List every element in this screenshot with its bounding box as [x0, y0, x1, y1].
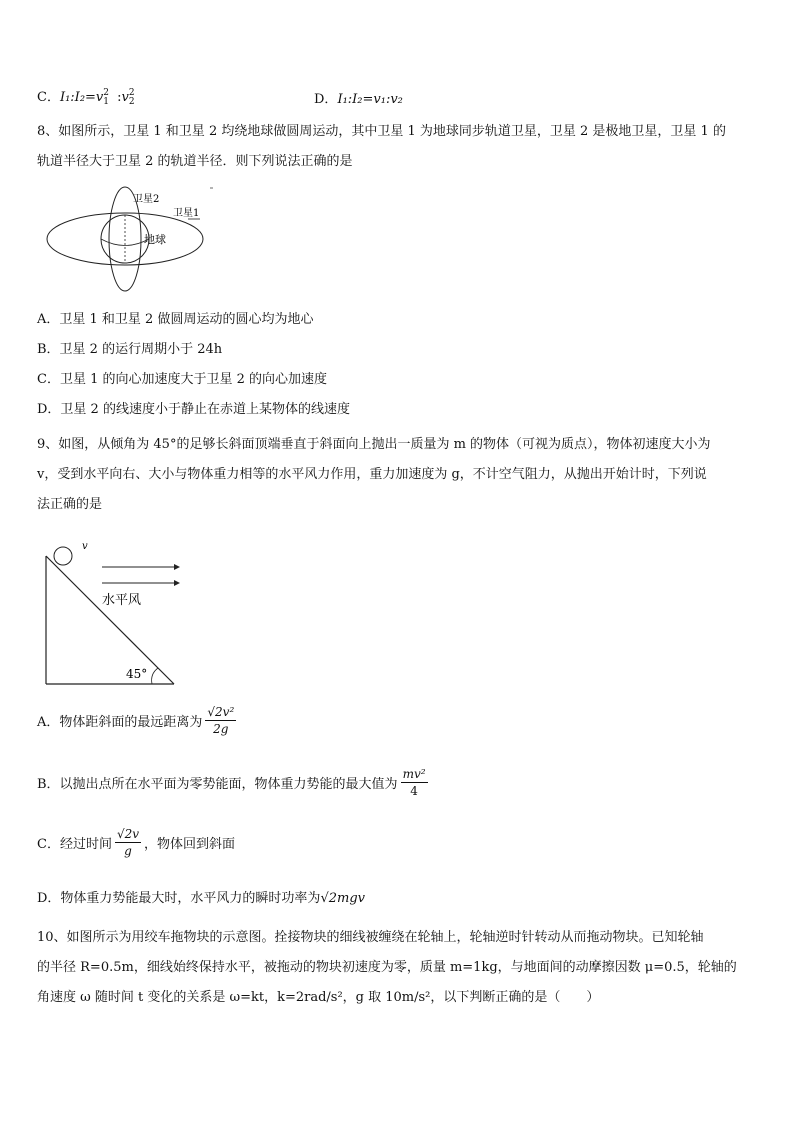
q9-option-d-text: D．物体重力势能最大时，水平风力的瞬时功率为 — [37, 891, 321, 906]
q7-option-c — [37, 86, 135, 107]
q9-option-c-numerator: √2v — [116, 827, 140, 841]
q9-stem-line-2: v，受到水平向右、大小与物体重力相等的水平风力作用，重力加速度为 g，不计空气阻力，从抛出开始计时，下列说 — [37, 467, 707, 482]
earth-label: 地球 — [144, 233, 166, 246]
velocity-label: v — [82, 541, 88, 552]
q8-option-b: B．卫星 2 的运行周期小于 24h — [37, 342, 223, 357]
q7-option-c-colon: : — [117, 90, 122, 105]
q9-option-d — [37, 887, 365, 906]
q9-option-a-denominator: 2g — [213, 722, 229, 736]
q9-option-a-text: A．物体距斜面的最远距离为 — [37, 715, 203, 730]
q8-option-c: C．卫星 1 的向心加速度大于卫星 2 的向心加速度 — [37, 372, 328, 387]
q7-option-c-v1-sub: 1 — [103, 96, 110, 107]
q9-stem-line-1: 9、如图，从倾角为 45°的足够长斜面顶端垂直于斜面向上抛出一质量为 m 的物体（可视为质点），物体初速度大小为 — [37, 437, 711, 452]
q9-option-b-numerator: mv² — [402, 767, 426, 781]
q9-option-b — [37, 766, 431, 799]
q9-incline-figure — [40, 536, 185, 691]
angle-arc — [152, 668, 158, 684]
q9-option-b-denominator: 4 — [410, 784, 418, 798]
projectile-ball — [54, 547, 72, 565]
q7-option-c-lhs: I₁:I₂= — [59, 90, 96, 105]
q8-option-a: A．卫星 1 和卫星 2 做圆周运动的圆心均为地心 — [37, 312, 314, 327]
q8-options — [37, 305, 759, 425]
q9-stem — [37, 430, 759, 520]
q10-stem-line-3: 角速度 ω 随时间 t 变化的关系是 ω=kt，k=2rad/s²，g 取 10m/s²，以下判断正确的是（ ） — [37, 990, 600, 1005]
q9-option-b-text: B．以抛出点所在水平面为零势能面，物体重力势能的最大值为 — [37, 777, 398, 792]
q7-option-d-label: D． — [314, 92, 338, 107]
satellite-1-label: 卫星1 — [173, 208, 200, 219]
q9-option-c-denominator: g — [124, 844, 132, 858]
q7-option-c-v1: v — [95, 90, 104, 105]
q8-stem-line-2: 轨道半径大于卫星 2 的轨道半径．则下列说法正确的是 — [37, 154, 353, 169]
incline-slope — [46, 556, 174, 684]
q9-option-a — [37, 704, 239, 737]
q10-stem-line-1: 10、如图所示为用绞车拖物块的示意图。拴接物块的细线被缠绕在轮轴上，轮轴逆时针转动从而拖动物块。已知轮轴 — [37, 930, 704, 945]
q7-option-c-v2-sub: 2 — [128, 96, 135, 107]
q7-option-c-v2-sup: 2 — [128, 87, 135, 98]
q8-stem — [37, 117, 759, 177]
q9-stem-line-3: 法正确的是 — [37, 497, 103, 512]
q7-option-c-v1-sup: 2 — [103, 87, 110, 98]
q8-stem-line-1: 8、如图所示，卫星 1 和卫星 2 均绕地球做圆周运动，其中卫星 1 为地球同步轨道卫星，卫星 2 是极地卫星，卫星 1 的 — [37, 124, 726, 139]
q9-option-c-fraction — [115, 826, 141, 859]
wind-label: 水平风 — [102, 593, 142, 608]
q8-option-d: D．卫星 2 的线速度小于静止在赤道上某物体的线速度 — [37, 402, 350, 417]
q9-option-c — [37, 826, 235, 859]
satellite-2-label: 卫星2 — [133, 194, 160, 205]
q10-stem-line-2: 的半径 R=0.5m，细线始终保持水平，被拖动的物块初速度为零，质量 m=1kg，与地面间的动摩擦因数 μ=0.5，轮轴的 — [37, 960, 737, 975]
q9-option-a-fraction — [205, 704, 236, 737]
q7-option-d — [314, 88, 403, 107]
angle-label: 45° — [126, 667, 148, 681]
q7-option-d-text: I₁:I₂=v₁:v₂ — [337, 92, 403, 107]
q7-option-c-label: C． — [37, 90, 60, 105]
q7-option-c-v2: v — [121, 90, 129, 105]
q10-stem — [37, 923, 759, 1013]
q9-option-a-numerator: √2v² — [207, 705, 235, 719]
q8-orbit-figure — [40, 182, 220, 300]
q9-option-c-text: C．经过时间 — [37, 837, 112, 852]
q9-option-d-expression: √2mgv — [320, 891, 365, 906]
q9-option-c-tail: ，物体回到斜面 — [144, 837, 236, 852]
q9-option-b-fraction — [401, 766, 428, 799]
